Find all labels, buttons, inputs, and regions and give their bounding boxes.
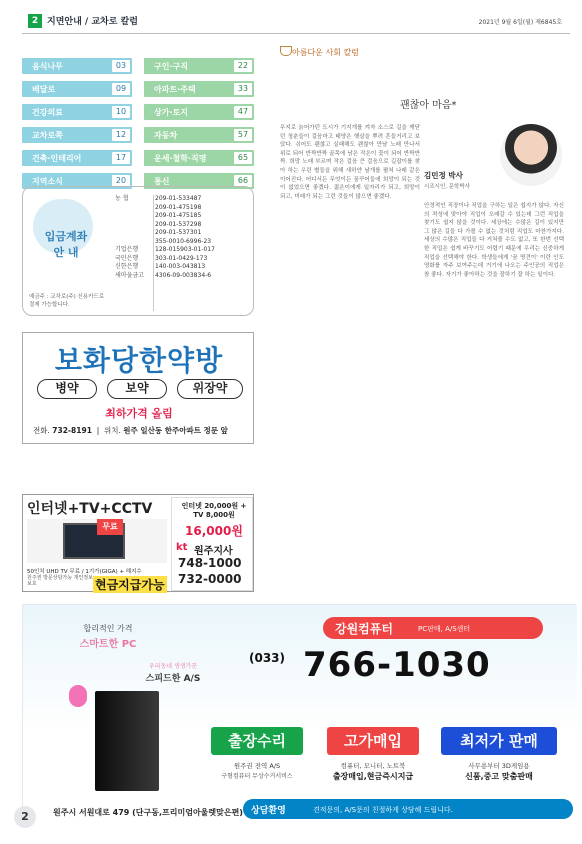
dir-item-health[interactable]: 건강의료 10 <box>22 104 132 120</box>
service-sub: 출장매입,현금즉시지급 <box>332 772 414 781</box>
section-directory <box>22 50 254 186</box>
article-title: 괜찮아 마음* <box>400 100 457 111</box>
account-number: 140-003-043813 <box>155 263 206 270</box>
pharmacy-subtitle: 최하가격 올림 <box>105 407 173 420</box>
cash-badge: 현금지급가능 <box>95 578 165 592</box>
bank-name: 신한은행 <box>115 263 139 270</box>
bank-name <box>115 212 155 221</box>
author-name: 김민정 박사 <box>424 171 463 180</box>
phone-number[interactable]: 766-1030 <box>303 645 491 685</box>
free-badge: 무료 <box>97 519 123 535</box>
service-sub: 신품,중고 맞춤판매 <box>465 772 533 781</box>
header-divider <box>22 33 570 34</box>
account-number: 209-01-537298 <box>155 220 202 228</box>
bank-account-table <box>115 195 251 280</box>
dir-item-housing[interactable]: 아파트·주택 33 <box>144 81 254 97</box>
bank-box-title: 입금계좌 안 내 <box>44 230 88 259</box>
section-title: 지면안내 / 교차로 칼럼 <box>47 17 138 27</box>
service-sub: 구형컴퓨터 무상수거서비스 <box>221 773 293 780</box>
shop-service: PC판매, A/S센터 <box>418 625 471 633</box>
account-number: 4306-09-003834-6 <box>155 271 212 279</box>
ad-tagline: 스마트한 PC <box>79 639 137 650</box>
internet-price-panel <box>171 497 253 591</box>
bank-account-row <box>115 221 251 230</box>
phone-number[interactable]: 748-1000 <box>178 556 242 570</box>
page-number: 2 <box>14 806 36 828</box>
service-sub: 컴퓨터, 모니터, 노트북 <box>340 762 406 770</box>
service-sub: 사무용부터 3D게임용 <box>468 762 530 770</box>
bank-account-row <box>115 204 251 213</box>
dir-item-gyocharo[interactable]: 교차로쪽 12 <box>22 127 132 143</box>
tv-spec: 50인치 UHD TV 무료 / 1기가(GIGA) + 해지수 <box>27 569 142 575</box>
consult-text: 견적문의, A/S문의 친절하게 상담해 드립니다. <box>313 806 453 814</box>
dir-item-local[interactable]: 지역소식 20 <box>22 173 132 189</box>
issue-date: 2021년 9월 6일(월) 제6845호 <box>478 19 562 26</box>
bank-name: 새마을금고 <box>115 271 144 279</box>
phone-prefix: (033) <box>249 651 286 665</box>
account-number: 209-01-537301 <box>155 229 202 236</box>
internet-bottom <box>27 575 167 592</box>
pharmacy-tag: 위장약 <box>177 379 243 399</box>
article-column-2: 안정적인 직장이나 직업을 구하는 일은 쉽지가 않다. 자신의 적성에 맞아야 직업이 오래갈 수 있는데 그런 직업을 찾기도 쉽지 않을 것이다. 세상에는 수많은 길이 있지만 그 많은 길들 다 가볼 수 없는 것처럼 직업도 마찬가지다. 세상의 수많은 직업들 다 거쳐볼 수도 없고, 또 한번 선택한 직업은 쉽게 바꾸기도 어렵기 때문에 우리는 신중하게 직업을 선택해야 한다. 학생들에게 '꿈 명견이' 이란 인도 영화를 자주 보여주는데 거기에 나오는 주인공의 직업은 참 좋다. 자기가 좋아하는 것을 잘하기 잘 하는 일이다. <box>424 203 564 278</box>
ad-tagline: 스피드한 A/S <box>145 674 201 684</box>
bank-name <box>115 229 155 238</box>
bank-account-box <box>22 186 254 316</box>
consult-note: 원주권 방문상담가능 개인정보보호 <box>27 575 93 587</box>
internet-tv-ad[interactable] <box>22 494 254 592</box>
dir-item-jobs[interactable]: 구인·구직 22 <box>144 58 254 74</box>
dir-item-delivery[interactable]: 배달로 09 <box>22 81 132 97</box>
computer-shop-ad[interactable] <box>22 604 576 820</box>
bundle-price: 인터넷 20,000원 + TV 8,000원 <box>181 502 247 519</box>
bank-account-row <box>115 246 251 255</box>
service-box-repair: 출장수리 <box>211 727 303 755</box>
shop-name: 강원컴퓨터 <box>335 622 393 636</box>
pharmacy-ad[interactable] <box>22 332 254 444</box>
dir-item-fortune[interactable]: 운세·철학·직명 65 <box>144 150 254 166</box>
bank-name: 국민은행 <box>115 254 139 262</box>
bank-account-row <box>115 272 251 281</box>
account-number: 209-01-475198 <box>155 203 202 211</box>
bank-account-row <box>115 229 251 238</box>
pharmacy-tag: 보약 <box>107 379 167 399</box>
bank-account-row <box>115 195 251 204</box>
bank-name <box>115 238 155 247</box>
column-logo: 아름다운 사회 칼럼 <box>292 48 359 57</box>
phone-number[interactable]: 732-0000 <box>178 572 242 586</box>
bank-account-row <box>115 255 251 264</box>
dir-item-store-land[interactable]: 상가·토지 47 <box>144 104 254 120</box>
pharmacy-tag: 병약 <box>37 379 97 399</box>
dir-item-food[interactable]: 음식나무 03 <box>22 58 132 74</box>
account-number: 209-01-533487 <box>155 195 202 202</box>
shop-address: 원주시 서원대로 479 (단구동,프리미엄아울렛맞은편) <box>53 808 243 817</box>
service-box-buy: 고가매입 <box>327 727 419 755</box>
pc-tower-icon <box>95 691 159 791</box>
service-box-sale: 최저가 판매 <box>441 727 557 755</box>
article-column-1: 무지로 늙어가던 도시가 기지개를 켜자 소스로 길을 깨닫던 청춘들이 걸음마고 태양은 햇살을 뿌려 흔들거리고 보았다. 쉬어도 괜찮고 실패해도 괜찮아 만남 노래 만나서 위로 되어 반짝반짝 골목에 남은 작은이 꽃이 되어 반짝반짝. 희망 노래 부르며 작은 걸음 큰 걸음으로 길잡이를 찾아 하는 우린 별들을 위해 새하얀 날개를 펼쳐 나래 같은 이어진다. 어디서든 무엇이든 꿈꾸어들에 희망이 되는 것이 없었으면 좋겠다. 젊은이에게 일자리가 되고, 희망이 되고, 미래가 되는 그런 것들이 많으면 좋겠다. <box>280 125 420 200</box>
account-number: 303-01-0429-173 <box>155 254 208 262</box>
discount-price: 16,000원 <box>185 524 243 538</box>
author-role: 시조시인, 문학박사 <box>424 184 471 190</box>
account-owner-note: 예금주 : 교차로(주) 신용카드로 결제 가능합니다. <box>29 294 105 308</box>
pharmacy-contact: 전화. 732-8191 | 위치. 원주 일산동 한주아파트 정문 앞 <box>33 426 228 435</box>
dir-item-telecom[interactable]: 통신 66 <box>144 173 254 189</box>
bank-name: 농 협 <box>115 195 129 202</box>
teacup-icon <box>280 46 292 56</box>
bank-name: 기업은행 <box>115 246 139 253</box>
dir-item-interior[interactable]: 건축·인테리어 17 <box>22 150 132 166</box>
bank-account-row <box>115 238 251 247</box>
page-number-badge: 2 <box>28 14 42 28</box>
kt-logo: kt <box>176 542 188 553</box>
account-number: 128-015903-01-017 <box>155 246 215 253</box>
pharmacy-name: 보화당한약방 <box>54 344 224 377</box>
author-photo <box>500 124 562 186</box>
bank-name <box>115 204 155 213</box>
service-sub: 원주권 전역 A/S <box>233 762 281 770</box>
balloon-icon <box>69 685 87 707</box>
kt-branch: 원주지사 <box>194 546 233 557</box>
internet-ad-title: 인터넷+TV+CCTV <box>27 501 153 517</box>
account-number: 355-0010-6996-23 <box>155 237 212 245</box>
bank-account-row <box>115 263 251 272</box>
consult-title: 상담환영 <box>251 806 286 816</box>
ad-tagline: 우리동네 생생가꾼 <box>148 663 198 670</box>
bank-account-row <box>115 212 251 221</box>
ad-tagline: 합리적인 가격 <box>83 624 133 633</box>
account-number: 209-01-475185 <box>155 212 202 219</box>
dir-item-car[interactable]: 자동차 57 <box>144 127 254 143</box>
bank-name <box>115 221 155 230</box>
